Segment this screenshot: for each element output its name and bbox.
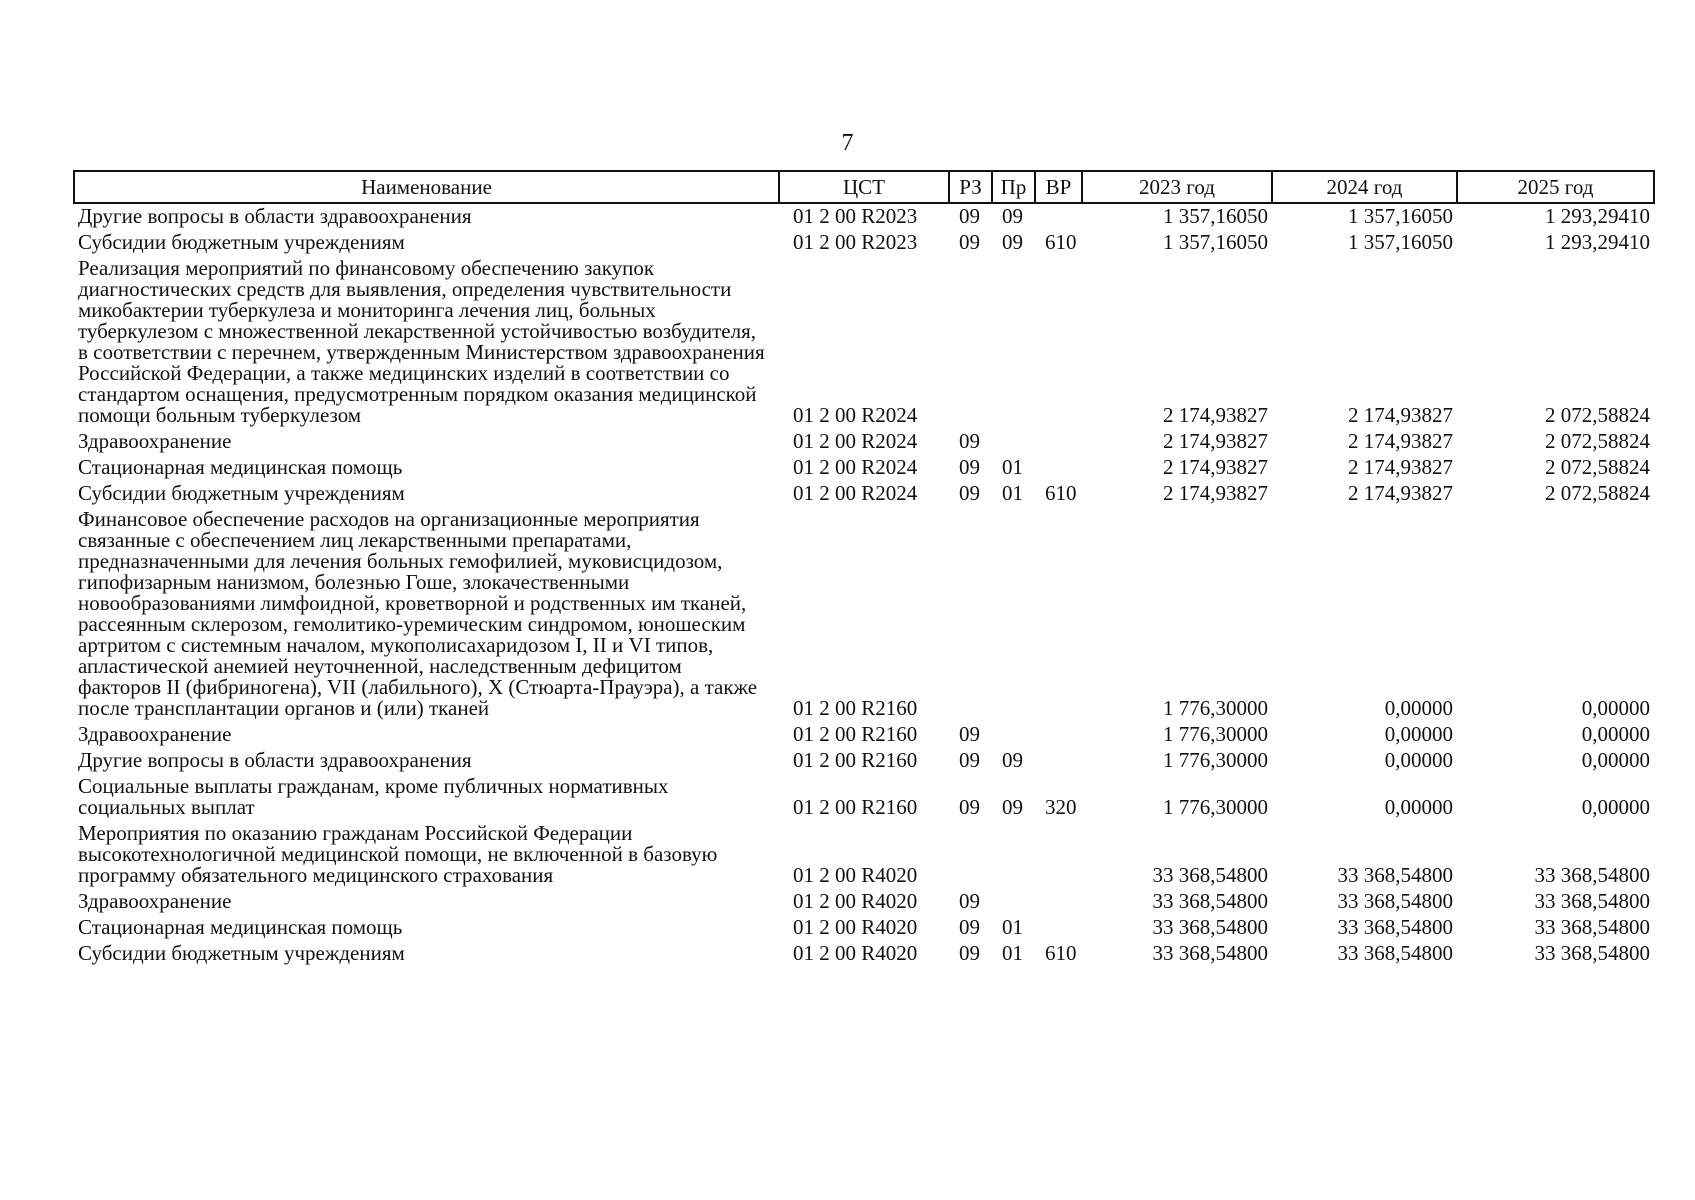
cell-name: Субсидии бюджетным учреждениям — [78, 481, 405, 505]
header-rz: РЗ — [949, 171, 992, 203]
cell-vr: 610 — [1045, 230, 1077, 254]
cell-2023: 1 776,30000 — [1163, 795, 1268, 819]
cell-cst: 01 2 00 R2160 — [793, 748, 918, 772]
cell-pr — [992, 821, 1035, 889]
table-row — [74, 889, 1654, 915]
cell-2025: 0,00000 — [1581, 696, 1650, 720]
table-row — [74, 203, 1654, 230]
cell-name: Стационарная медицинская помощь — [78, 455, 403, 479]
cell-2023: 2 174,93827 — [1163, 455, 1268, 479]
table-row — [74, 722, 1654, 748]
header-2024: 2024 год — [1272, 171, 1457, 203]
cell-2023: 1 776,30000 — [1163, 748, 1268, 772]
cell-vr — [1035, 889, 1082, 915]
cell-2024: 2 174,93827 — [1348, 403, 1453, 427]
cell-2024: 33 368,54800 — [1337, 889, 1453, 913]
cell-rz: 09 — [959, 230, 980, 254]
cell-2025: 2 072,58824 — [1545, 403, 1650, 427]
cell-pr: 01 — [1002, 481, 1023, 505]
cell-vr — [1035, 915, 1082, 941]
cell-name: Социальные выплаты гражданам, кроме публичных нормативных социальных выплат — [78, 774, 669, 819]
cell-2024: 2 174,93827 — [1348, 455, 1453, 479]
table-row — [74, 429, 1654, 455]
cell-2023: 33 368,54800 — [1152, 941, 1268, 965]
cell-2025: 2 072,58824 — [1545, 455, 1650, 479]
cell-2025: 33 368,54800 — [1534, 915, 1650, 939]
cell-name: Другие вопросы в области здравоохранения — [78, 748, 472, 772]
header-2025: 2025 год — [1457, 171, 1654, 203]
table-row — [74, 455, 1654, 481]
table-row — [74, 915, 1654, 941]
cell-cst: 01 2 00 R4020 — [793, 863, 918, 887]
cell-2025: 0,00000 — [1581, 748, 1650, 772]
cell-pr — [992, 722, 1035, 748]
cell-rz: 09 — [959, 748, 980, 772]
cell-cst: 01 2 00 R2023 — [793, 204, 918, 228]
cell-cst: 01 2 00 R4020 — [793, 915, 918, 939]
cell-rz — [949, 821, 992, 889]
cell-cst: 01 2 00 R2160 — [793, 696, 918, 720]
cell-pr: 01 — [1002, 941, 1023, 965]
table-row — [74, 256, 1654, 429]
cell-rz: 09 — [959, 481, 980, 505]
cell-vr — [1035, 429, 1082, 455]
cell-name: Субсидии бюджетным учреждениям — [78, 230, 405, 254]
cell-cst: 01 2 00 R2023 — [793, 230, 918, 254]
cell-vr — [1035, 748, 1082, 774]
cell-vr — [1035, 722, 1082, 748]
header-name: Наименование — [74, 171, 779, 203]
cell-2023: 1 776,30000 — [1163, 696, 1268, 720]
cell-pr — [992, 256, 1035, 429]
cell-cst: 01 2 00 R4020 — [793, 889, 918, 913]
cell-pr — [992, 889, 1035, 915]
header-vr: ВР — [1035, 171, 1082, 203]
cell-2025: 33 368,54800 — [1534, 941, 1650, 965]
cell-cst: 01 2 00 R2024 — [793, 455, 918, 479]
table-row — [74, 821, 1654, 889]
table-row — [74, 481, 1654, 507]
cell-rz: 09 — [959, 455, 980, 479]
cell-2025: 0,00000 — [1581, 795, 1650, 819]
cell-2024: 2 174,93827 — [1348, 481, 1453, 505]
cell-2024: 33 368,54800 — [1337, 941, 1453, 965]
cell-rz: 09 — [959, 889, 980, 913]
table-header-row — [74, 171, 1654, 203]
cell-2025: 2 072,58824 — [1545, 429, 1650, 453]
table-row — [74, 774, 1654, 821]
cell-rz: 09 — [959, 795, 980, 819]
cell-pr: 01 — [1002, 915, 1023, 939]
cell-2024: 0,00000 — [1384, 795, 1453, 819]
cell-2023: 33 368,54800 — [1152, 915, 1268, 939]
cell-2023: 1 357,16050 — [1163, 230, 1268, 254]
cell-2023: 33 368,54800 — [1152, 863, 1268, 887]
cell-cst: 01 2 00 R2024 — [793, 429, 918, 453]
cell-2024: 0,00000 — [1384, 748, 1453, 772]
cell-vr: 610 — [1045, 941, 1077, 965]
cell-vr: 320 — [1045, 795, 1077, 819]
cell-cst: 01 2 00 R2160 — [793, 795, 918, 819]
cell-2024: 1 357,16050 — [1348, 204, 1453, 228]
cell-name: Финансовое обеспечение расходов на организационные мероприятия связанные с обеспечением лиц лекарственными препаратами, предназначенными для лечения больных гемофилией, муковисцидозом, гипофизарным нанизмом, болезнью Гоше, злокачественными новообразованиями лимфоидной, кроветворной и родственных им тканей, рассеянным склерозом, гемолитико-уремическим синдромом, юношеским артритом с системным началом, мукополисахаридозом I, II и VI типов, апластической анемией неуточненной, наследственным дефицитом факторов II (фибриногена), VII (лабильного), X (Стюарта-Прауэра), а также после трансплантации органов и (или) тканей — [78, 507, 758, 720]
page-number: 7 — [841, 130, 854, 156]
cell-pr — [992, 429, 1035, 455]
cell-name: Другие вопросы в области здравоохранения — [78, 204, 472, 228]
cell-cst: 01 2 00 R2160 — [793, 722, 918, 746]
cell-pr — [992, 507, 1035, 722]
cell-rz: 09 — [959, 204, 980, 228]
cell-name: Здравоохранение — [78, 889, 232, 913]
cell-2023: 1 776,30000 — [1163, 722, 1268, 746]
header-2023: 2023 год — [1082, 171, 1272, 203]
cell-2023: 2 174,93827 — [1163, 481, 1268, 505]
cell-rz — [949, 256, 992, 429]
cell-rz: 09 — [959, 429, 980, 453]
cell-rz: 09 — [959, 722, 980, 746]
cell-2025: 2 072,58824 — [1545, 481, 1650, 505]
cell-2023: 33 368,54800 — [1152, 889, 1268, 913]
cell-2024: 33 368,54800 — [1337, 863, 1453, 887]
cell-vr — [1035, 256, 1082, 429]
cell-2023: 1 357,16050 — [1163, 204, 1268, 228]
cell-2025: 0,00000 — [1581, 722, 1650, 746]
table-row — [74, 748, 1654, 774]
header-cst: ЦСТ — [779, 171, 949, 203]
table-row — [74, 507, 1654, 722]
cell-cst: 01 2 00 R4020 — [793, 941, 918, 965]
cell-name: Реализация мероприятий по финансовому обеспечению закупок диагностических средств для выявления, определения чувствительности микобактерии туберкулеза и мониторинга лечения лиц, больных туберкулезом с множественной лекарственной устойчивостью возбудителя, в соответствии с перечнем, утвержденным Министерством здравоохранения Российской Федерации, а также медицинских изделий в соответствии со стандартом оснащения, предусмотренным порядком оказания медицинской помощи больным туберкулезом — [78, 256, 765, 427]
table-body — [74, 203, 1654, 967]
cell-pr: 09 — [1002, 795, 1023, 819]
budget-table — [73, 170, 1655, 967]
cell-2025: 33 368,54800 — [1534, 889, 1650, 913]
cell-name: Стационарная медицинская помощь — [78, 915, 403, 939]
cell-rz: 09 — [959, 941, 980, 965]
cell-pr: 01 — [1002, 455, 1023, 479]
cell-2023: 2 174,93827 — [1163, 403, 1268, 427]
cell-2025: 1 293,29410 — [1545, 230, 1650, 254]
cell-2023: 2 174,93827 — [1163, 429, 1268, 453]
cell-2024: 2 174,93827 — [1348, 429, 1453, 453]
cell-vr: 610 — [1045, 481, 1077, 505]
cell-rz: 09 — [959, 915, 980, 939]
cell-2024: 0,00000 — [1384, 696, 1453, 720]
cell-rz — [949, 507, 992, 722]
table-row — [74, 230, 1654, 256]
cell-pr: 09 — [1002, 748, 1023, 772]
cell-2025: 33 368,54800 — [1534, 863, 1650, 887]
table-row — [74, 941, 1654, 967]
cell-pr: 09 — [1002, 230, 1023, 254]
cell-vr — [1035, 455, 1082, 481]
cell-name: Здравоохранение — [78, 722, 232, 746]
cell-vr — [1035, 507, 1082, 722]
cell-cst: 01 2 00 R2024 — [793, 481, 918, 505]
cell-pr: 09 — [1002, 204, 1023, 228]
cell-vr — [1035, 821, 1082, 889]
cell-name: Мероприятия по оказанию гражданам Российской Федерации высокотехнологичной медицинской помощи, не включенной в базовую программу обязательного медицинского страхования — [78, 821, 718, 887]
cell-2024: 33 368,54800 — [1337, 915, 1453, 939]
cell-2025: 1 293,29410 — [1545, 204, 1650, 228]
header-pr: Пр — [992, 171, 1035, 203]
cell-name: Здравоохранение — [78, 429, 232, 453]
cell-2024: 1 357,16050 — [1348, 230, 1453, 254]
cell-2024: 0,00000 — [1384, 722, 1453, 746]
cell-cst: 01 2 00 R2024 — [793, 403, 918, 427]
cell-name: Субсидии бюджетным учреждениям — [78, 941, 405, 965]
cell-vr — [1035, 203, 1082, 230]
